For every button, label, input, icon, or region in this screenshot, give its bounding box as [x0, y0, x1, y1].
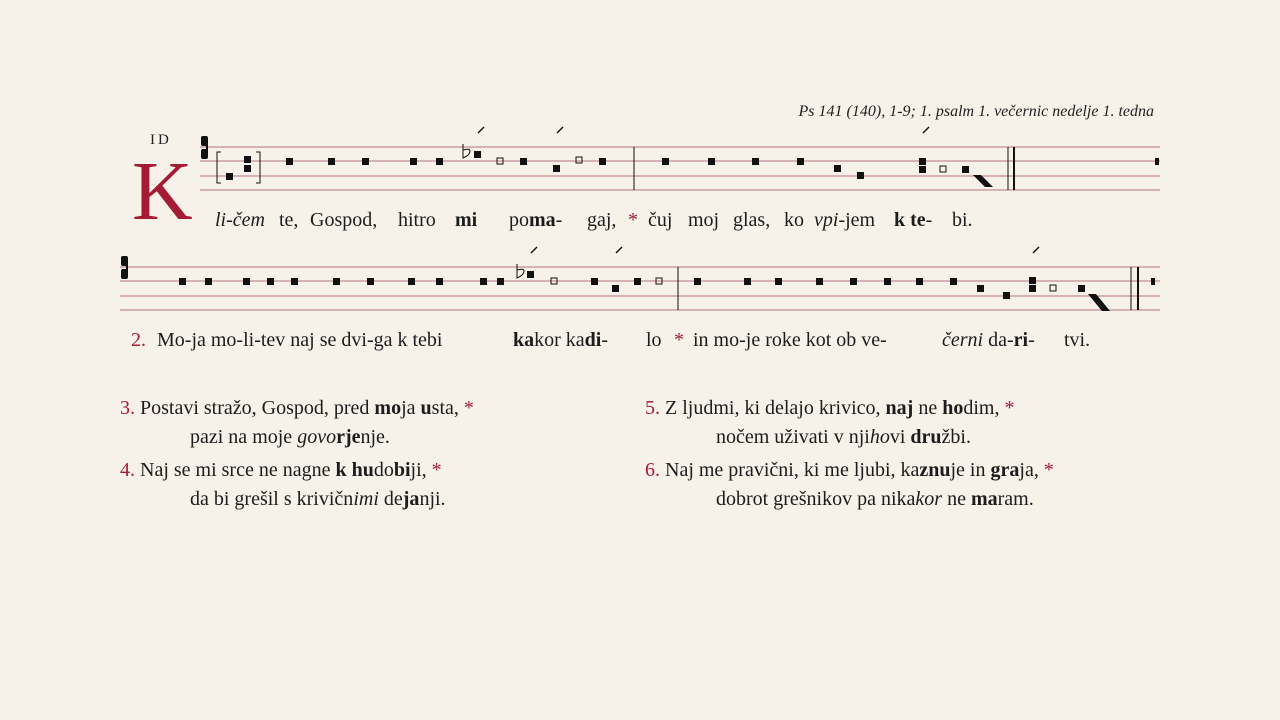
- verse-2-text-f: tvi.: [1064, 329, 1091, 351]
- verse-6: 6. Naj me pravični, ki me ljubi, kaznuje in graja, * dobrot grešnikov pa nikakor ne maram.: [645, 456, 1054, 514]
- lyric-cuj: čuj: [648, 209, 673, 231]
- verse-number: 5.: [645, 397, 660, 419]
- verse-2-text-d: in mo-je roke kot ob ve-: [693, 329, 887, 351]
- verse-number: 6.: [645, 459, 660, 481]
- lyric-kte: k te-: [894, 209, 933, 231]
- verse-2-number: 2.: [131, 329, 146, 351]
- source-reference: Ps 141 (140), 1-9; 1. psalm 1. večernic nedelje 1. tedna: [798, 103, 1154, 120]
- flat-2: [517, 264, 524, 278]
- bars-1: [634, 147, 1014, 190]
- ictus-marks-2: [531, 247, 1039, 253]
- verse-2-text-b: kakor kadi-: [513, 329, 609, 351]
- staff-2: [120, 267, 1160, 310]
- ictus-marks-1: [478, 127, 929, 133]
- verse-2-star: *: [674, 329, 684, 351]
- bars-2: [678, 267, 1138, 310]
- staff-1: [200, 147, 1160, 190]
- verse-2-text-c: lo: [646, 329, 662, 351]
- verse-5: 5. Z ljudmi, ki delajo krivico, naj ne hodim, * nočem uživati v njihovi družbi.: [645, 394, 1014, 452]
- bracket: [217, 152, 260, 183]
- lyric-moj: moj: [688, 209, 720, 231]
- notes-staff-1: [226, 151, 1159, 187]
- lyric-ko: ko: [784, 209, 804, 231]
- mode-label: ID: [150, 132, 172, 148]
- lyric-gaj: gaj,: [587, 209, 617, 231]
- lyric-glas: glas,: [733, 209, 771, 231]
- verse-2-text-a: Mo-ja mo-li-tev naj se dvi-ga k tebi: [157, 329, 443, 351]
- verse-4: 4. Naj se mi srce ne nagne k hudobiji, * da bi grešil s krivičnimi dejanji.: [120, 456, 446, 514]
- lyric-gospod: Gospod,: [310, 209, 378, 231]
- lyric-star: *: [628, 209, 638, 231]
- notes-staff-2: [179, 271, 1155, 311]
- verse-number: 3.: [120, 397, 135, 419]
- lyric-licem: li-čem: [215, 209, 265, 231]
- lyric-bi: bi.: [952, 209, 973, 231]
- lyric-pomagaj: poma-: [509, 209, 563, 231]
- lyric-vpijem: vpi-jem: [814, 209, 876, 231]
- initial-letter: K: [132, 145, 193, 238]
- verse-number: 4.: [120, 459, 135, 481]
- verse-3: 3. Postavi stražo, Gospod, pred moja usta, * pazi na moje govorjenje.: [120, 394, 474, 452]
- lyric-hitro: hitro: [398, 209, 436, 231]
- lyric-mi: mi: [455, 209, 478, 231]
- lyric-te: te,: [279, 209, 299, 231]
- verse-2-text-e: černi da-ri-: [942, 329, 1035, 351]
- flat-1: [463, 144, 470, 158]
- hollow-notes-staff-1: [497, 157, 946, 172]
